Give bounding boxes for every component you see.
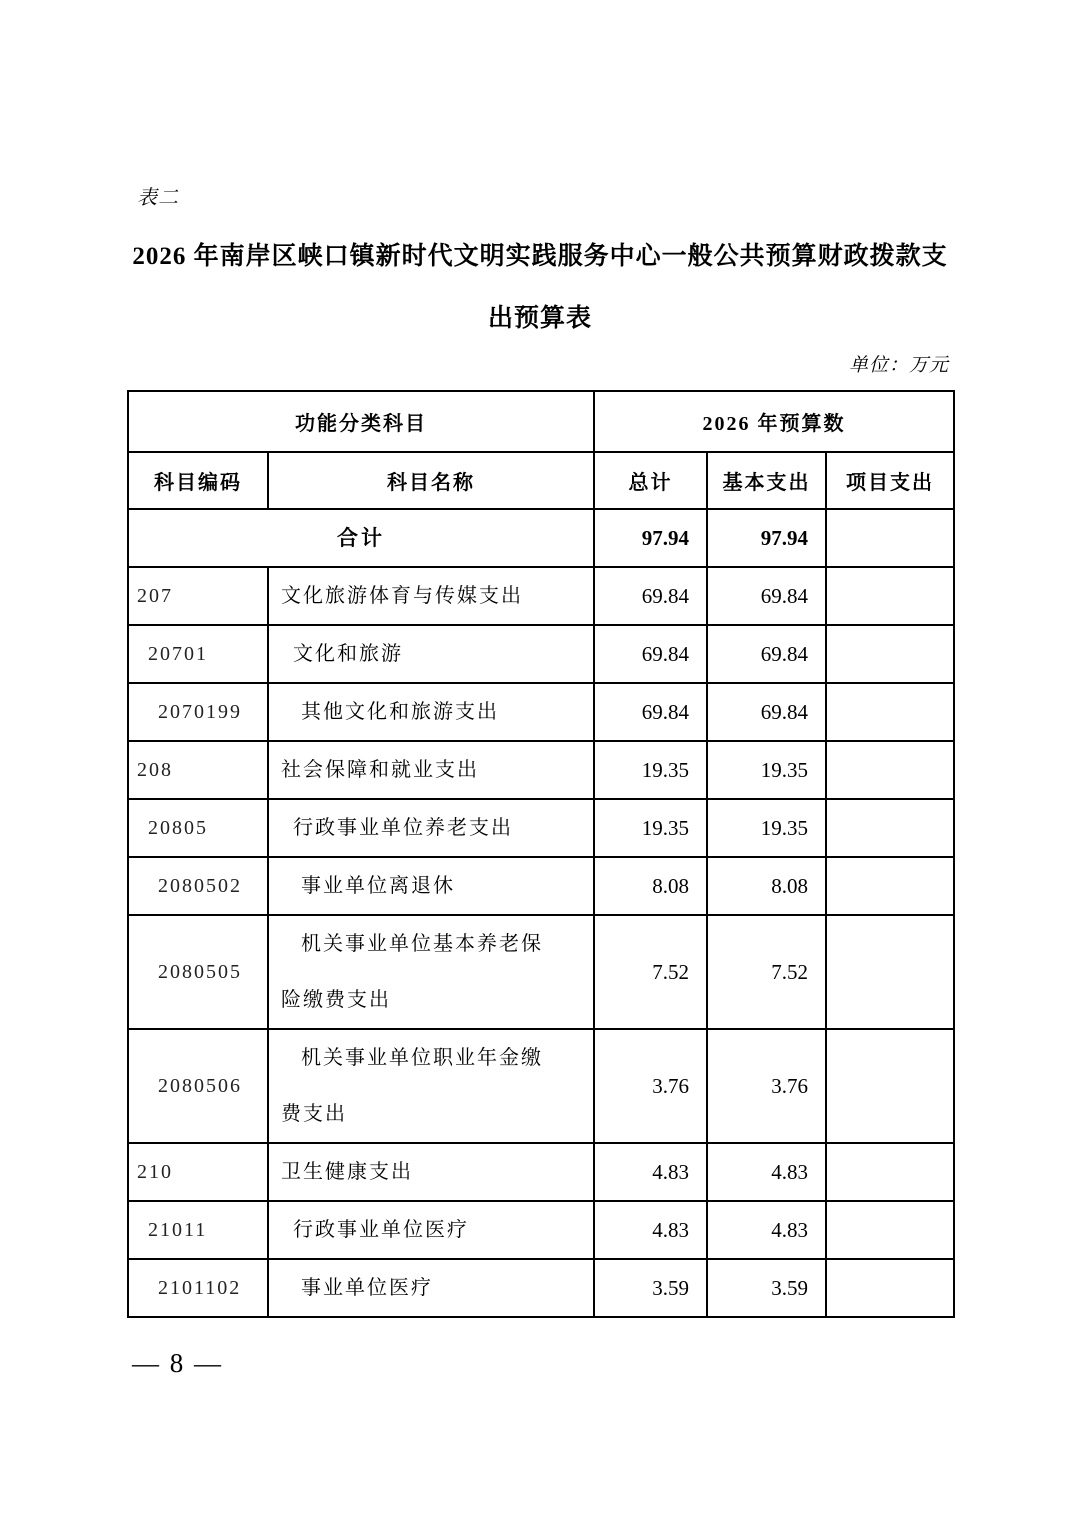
header-project-expenditure: 项目支出 <box>826 452 954 509</box>
cell-basic: 19.35 <box>707 799 826 857</box>
cell-subject-name: 机关事业单位基本养老保险缴费支出 <box>268 915 594 1029</box>
cell-project <box>826 567 954 625</box>
table-header <box>128 391 954 509</box>
table-row <box>128 567 954 625</box>
header-columns-row <box>128 452 954 509</box>
cell-subject-code: 207 <box>128 567 268 625</box>
cell-total: 69.84 <box>594 567 707 625</box>
cell-subject-name: 行政事业单位养老支出 <box>268 799 594 857</box>
total-row-label: 合计 <box>128 509 594 567</box>
page-title <box>127 226 953 350</box>
header-budget-2026: 2026 年预算数 <box>594 391 954 452</box>
cell-subject-code: 20805 <box>128 799 268 857</box>
cell-basic: 69.84 <box>707 625 826 683</box>
cell-subject-code: 2070199 <box>128 683 268 741</box>
cell-subject-code: 2080506 <box>128 1029 268 1143</box>
cell-subject-code: 21011 <box>128 1201 268 1259</box>
total-row-total: 97.94 <box>594 509 707 567</box>
cell-subject-name: 卫生健康支出 <box>268 1143 594 1201</box>
cell-basic: 4.83 <box>707 1201 826 1259</box>
cell-total: 8.08 <box>594 857 707 915</box>
table-row <box>128 1143 954 1201</box>
table-row <box>128 741 954 799</box>
cell-subject-code: 2080502 <box>128 857 268 915</box>
table-row <box>128 857 954 915</box>
cell-total: 19.35 <box>594 799 707 857</box>
cell-project <box>826 857 954 915</box>
cell-subject-code: 2101102 <box>128 1259 268 1317</box>
cell-project <box>826 741 954 799</box>
total-row <box>128 509 954 567</box>
cell-subject-name: 事业单位医疗 <box>268 1259 594 1317</box>
cell-total: 4.83 <box>594 1143 707 1201</box>
cell-basic: 19.35 <box>707 741 826 799</box>
header-functional-classification: 功能分类科目 <box>128 391 594 452</box>
cell-total: 19.35 <box>594 741 707 799</box>
cell-basic: 69.84 <box>707 567 826 625</box>
cell-basic: 8.08 <box>707 857 826 915</box>
total-row-basic: 97.94 <box>707 509 826 567</box>
cell-subject-code: 208 <box>128 741 268 799</box>
table-row <box>128 1259 954 1317</box>
table-tag: 表二 <box>137 187 179 209</box>
cell-subject-code: 20701 <box>128 625 268 683</box>
cell-subject-name: 行政事业单位医疗 <box>268 1201 594 1259</box>
table-row <box>128 683 954 741</box>
cell-subject-name: 社会保障和就业支出 <box>268 741 594 799</box>
page-title-line1: 2026 年南岸区峡口镇新时代文明实践服务中心一般公共预算财政拨款支 <box>132 243 948 270</box>
cell-subject-name: 事业单位离退休 <box>268 857 594 915</box>
cell-total: 7.52 <box>594 915 707 1029</box>
cell-project <box>826 1259 954 1317</box>
cell-subject-code: 2080505 <box>128 915 268 1029</box>
cell-project <box>826 915 954 1029</box>
budget-table <box>127 390 955 1318</box>
header-total: 总计 <box>594 452 707 509</box>
header-group-row <box>128 391 954 452</box>
cell-subject-name: 其他文化和旅游支出 <box>268 683 594 741</box>
cell-basic: 69.84 <box>707 683 826 741</box>
table-body <box>128 509 954 1317</box>
table-row <box>128 1029 954 1143</box>
table-row <box>128 1201 954 1259</box>
cell-total: 3.59 <box>594 1259 707 1317</box>
header-subject-code: 科目编码 <box>128 452 268 509</box>
table-row <box>128 799 954 857</box>
cell-basic: 3.59 <box>707 1259 826 1317</box>
cell-total: 3.76 <box>594 1029 707 1143</box>
cell-project <box>826 625 954 683</box>
header-subject-name: 科目名称 <box>268 452 594 509</box>
cell-total: 69.84 <box>594 683 707 741</box>
cell-subject-code: 210 <box>128 1143 268 1201</box>
cell-project <box>826 1143 954 1201</box>
cell-project <box>826 1029 954 1143</box>
cell-subject-name: 文化旅游体育与传媒支出 <box>268 567 594 625</box>
unit-note: 单位：万元 <box>848 355 949 376</box>
table-row <box>128 625 954 683</box>
cell-basic: 7.52 <box>707 915 826 1029</box>
cell-basic: 4.83 <box>707 1143 826 1201</box>
cell-subject-name: 机关事业单位职业年金缴费支出 <box>268 1029 594 1143</box>
cell-basic: 3.76 <box>707 1029 826 1143</box>
total-row-project <box>826 509 954 567</box>
table-row <box>128 915 954 1029</box>
header-basic-expenditure: 基本支出 <box>707 452 826 509</box>
cell-total: 69.84 <box>594 625 707 683</box>
cell-project <box>826 799 954 857</box>
page-title-line2: 出预算表 <box>487 305 592 332</box>
cell-total: 4.83 <box>594 1201 707 1259</box>
cell-subject-name: 文化和旅游 <box>268 625 594 683</box>
cell-project <box>826 1201 954 1259</box>
cell-project <box>826 683 954 741</box>
page-number: — 8 — <box>132 1348 223 1378</box>
